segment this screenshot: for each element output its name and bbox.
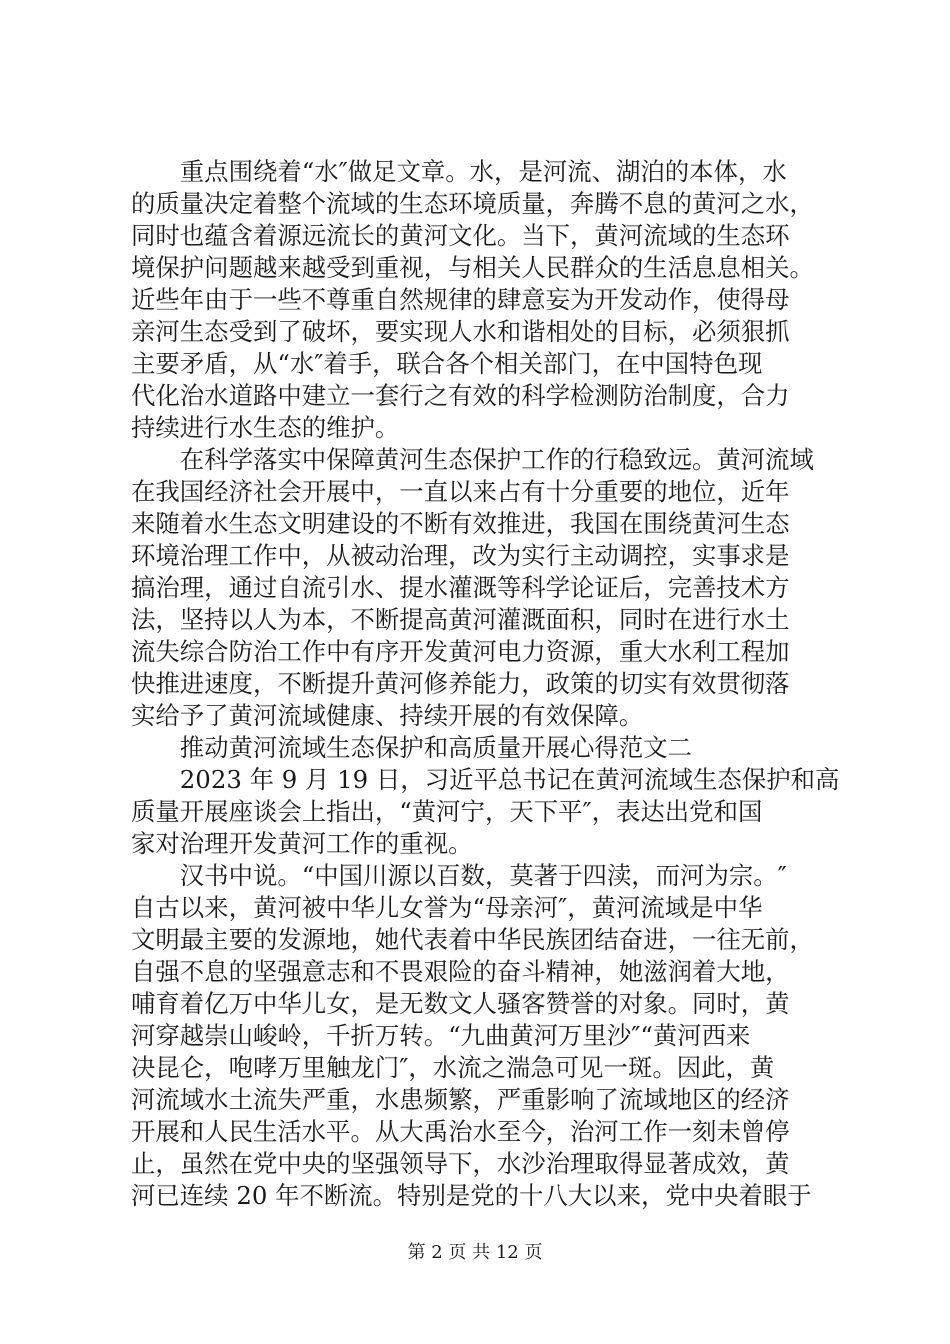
text-line: 河流域水土流失严重，水患频繁，严重影响了流域地区的经济 [131,1085,790,1114]
text-line: 自古以来，黄河被中华儿女誉为“母亲河″，黄河流域是中华 [131,893,763,922]
text-line: 主要矛盾，从“水″着手，联合各个相关部门，在中国特色现 [131,349,763,378]
text-line: 环境治理工作中，从被动治理，改为实行主动调控，实事求是 [131,541,790,570]
text-line: 文明最主要的发源地，她代表着中华民族团结奋进，一往无前， [131,925,814,954]
text-line: 哺育着亿万中华儿女，是无数文人骚客赞誉的对象。同时，黄 [131,989,790,1018]
text-line: 决昆仑，咆哮万里触龙门″，水流之湍急可见一斑。因此，黄 [131,1053,775,1082]
text-line: 流失综合防治工作中有序开发黄河电力资源，重大水利工程加 [131,637,790,666]
text-line: 在科学落实中保障黄河生态保护工作的行稳致远。黄河流域 [131,445,814,474]
text-line: 法，坚持以人为本，不断提高黄河灌溉面积，同时在进行水土 [131,605,790,634]
text-line: 汉书中说。“中国川源以百数，莫著于四渎，而河为宗。″ [131,861,787,890]
section-heading: 推动黄河流域生态保护和高质量开展心得范文二 [131,733,692,762]
text-line: 来随着水生态文明建设的不断有效推进，我国在围绕黄河生态 [131,509,790,538]
text-line: 搞治理，通过自流引水、提水灌溉等科学论证后，完善技术方 [131,573,790,602]
text-line: 快推进速度，不断提升黄河修养能力，政策的切实有效贯彻落 [131,669,790,698]
text-line: 止，虽然在党中央的坚强领导下，水沙治理取得显著成效，黄 [131,1149,790,1178]
text-line: 家对治理开发黄河工作的重视。 [131,829,473,858]
document-body [131,156,840,1212]
text-line: 近些年由于一些不尊重自然规律的肆意妄为开发动作，使得母 [131,285,790,314]
text-line: 自强不息的坚强意志和不畏艰险的奋斗精神，她滋润着大地， [131,957,790,986]
text-line: 2023 年 9 月 19 日，习近平总书记在黄河流域生态保护和高 [131,765,840,794]
text-line: 的质量决定着整个流域的生态环境质量，奔腾不息的黄河之水， [131,189,814,218]
text-line: 河已连续 20 年不断流。特别是党的十八大以来，党中央着眼于 [131,1181,812,1210]
text-line: 境保护问题越来越受到重视，与相关人民群众的生活息息相关。 [131,253,814,282]
text-line: 质量开展座谈会上指出，“黄河宁，天下平″，表达出党和国 [131,797,763,826]
text-line: 持续进行水生态的维护。 [131,413,400,442]
text-line: 开展和人民生活水平。从大禹治水至今，治河工作一刻未曾停 [131,1117,790,1146]
text-line: 重点围绕着“水″做足文章。水，是河流、湖泊的本体，水 [131,157,787,186]
text-line: 代化治水道路中建立一套行之有效的科学检测防治制度，合力 [131,381,790,410]
text-line: 同时也蕴含着源远流长的黄河文化。当下，黄河流域的生态环 [131,221,790,250]
text-line: 亲河生态受到了破坏，要实现人水和谐相处的目标，必须狠抓 [131,317,790,346]
text-line: 实给予了黄河流域健康、持续开展的有效保障。 [131,701,644,730]
text-line: 在我国经济社会开展中，一直以来占有十分重要的地位，近年 [131,477,790,506]
text-line: 河穿越崇山峻岭，千折万转。“九曲黄河万里沙″“黄河西来 [131,1021,751,1050]
page-number-footer: 第 2 页 共 12 页 [407,1242,543,1263]
